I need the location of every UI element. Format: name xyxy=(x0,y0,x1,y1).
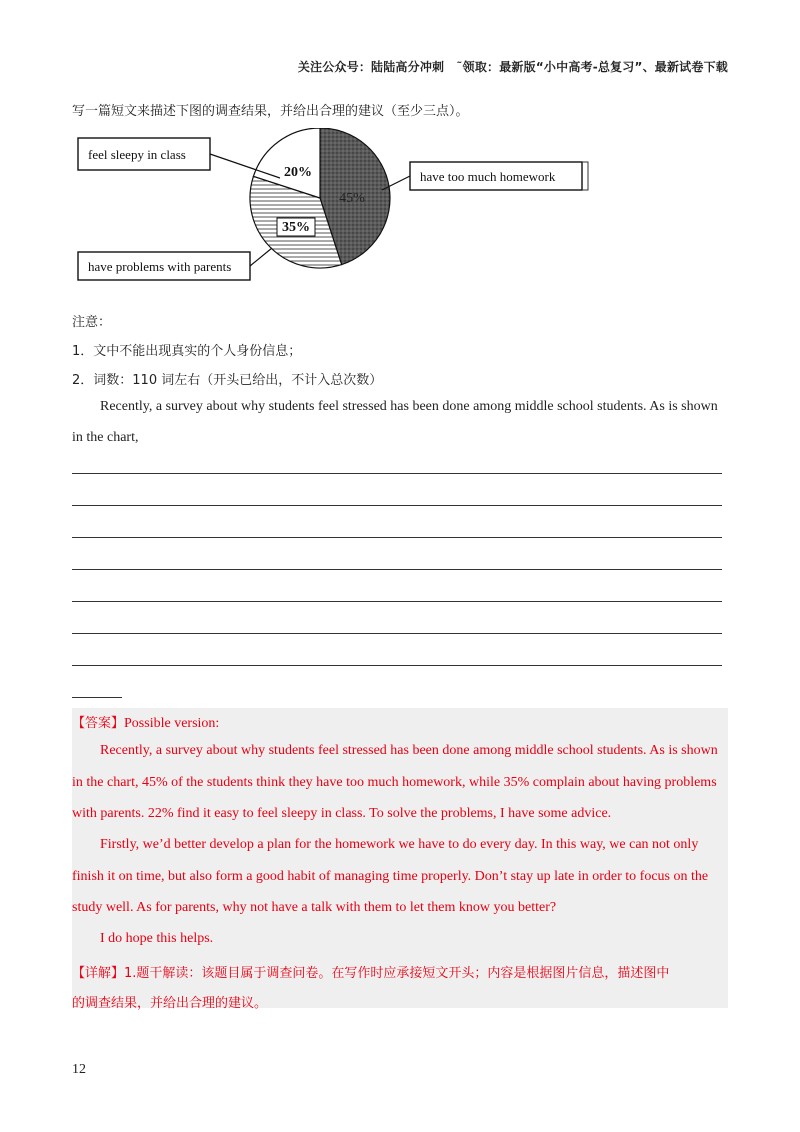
writing-line[interactable] xyxy=(72,505,722,506)
writing-line[interactable] xyxy=(72,665,722,666)
slice-value-label: 45% xyxy=(339,191,365,206)
writing-line[interactable] xyxy=(72,569,722,570)
writing-line[interactable] xyxy=(72,601,722,602)
detail-line-2: 的调查结果，并给出合理的建议。 xyxy=(72,996,268,1011)
writing-line-end xyxy=(72,697,122,698)
answer-line: Recently, a survey about why students feel stressed has been done among middle school students. As is shown xyxy=(100,743,718,758)
answer-line: with parents. 22% find it easy to feel sleepy in class. To solve the problems, I have some advice. xyxy=(72,806,612,821)
category-label: have problems with parents xyxy=(88,259,232,274)
detail-line-1 xyxy=(72,962,728,981)
answer-line: finish it on time, but also form a good habit of managing time properly. Don’t stay up late in order to focus on the xyxy=(72,869,709,884)
note-item-1: 1．文中不能出现真实的个人身份信息； xyxy=(72,344,302,359)
detail-tag: 【详解】 xyxy=(72,966,125,981)
notes-section xyxy=(72,308,382,395)
answer-version-label: Possible version: xyxy=(124,716,220,731)
detail-text-1: 1.题干解读：该题目属于调查问卷。在写作时应承接短文开头；内容是根据图片信息，描述图中 xyxy=(124,966,670,981)
writing-line[interactable] xyxy=(72,473,722,474)
answer-line: in the chart, 45% of the students think they have too much homework, while 35% complain about having problems xyxy=(72,775,717,790)
slice-value-label: 35% xyxy=(282,220,310,235)
page-header: 关注公众号：陆陆高分冲刺 ˜领取：最新版“小中高考-总复习”、最新试卷下载 xyxy=(297,60,728,74)
answer-section xyxy=(72,708,728,1011)
answer-line: Firstly, we’d better develop a plan for the homework we have to do every day. In this way, we can not only xyxy=(100,837,699,852)
pie-chart xyxy=(72,128,592,288)
note-item-2: 2．词数：110 词左右（开头已给出，不计入总次数） xyxy=(72,373,383,388)
opening-line-2: in the chart, xyxy=(72,430,139,445)
answer-heading xyxy=(72,712,728,732)
page-number: 12 xyxy=(72,1062,86,1077)
answer-line: study well. As for parents, why not have a talk with them to let them know you better? xyxy=(72,900,557,915)
box-bracket xyxy=(582,162,588,190)
slice-value-label: 20% xyxy=(284,165,312,180)
category-label: have too much homework xyxy=(420,169,556,184)
answer-tag: 【答案】 xyxy=(72,716,125,731)
leader-line xyxy=(250,248,272,266)
category-label: feel sleepy in class xyxy=(88,147,186,162)
writing-prompt: 写一篇短文来描述下图的调查结果，并给出合理的建议（至少三点）。 xyxy=(72,104,469,119)
opening-line-1: Recently, a survey about why students feel stressed has been done among middle school students. As is shown xyxy=(100,399,718,414)
answer-line: I do hope this helps. xyxy=(100,931,214,946)
writing-line[interactable] xyxy=(72,537,722,538)
notes-heading: 注意： xyxy=(72,315,112,330)
writing-line[interactable] xyxy=(72,633,722,634)
